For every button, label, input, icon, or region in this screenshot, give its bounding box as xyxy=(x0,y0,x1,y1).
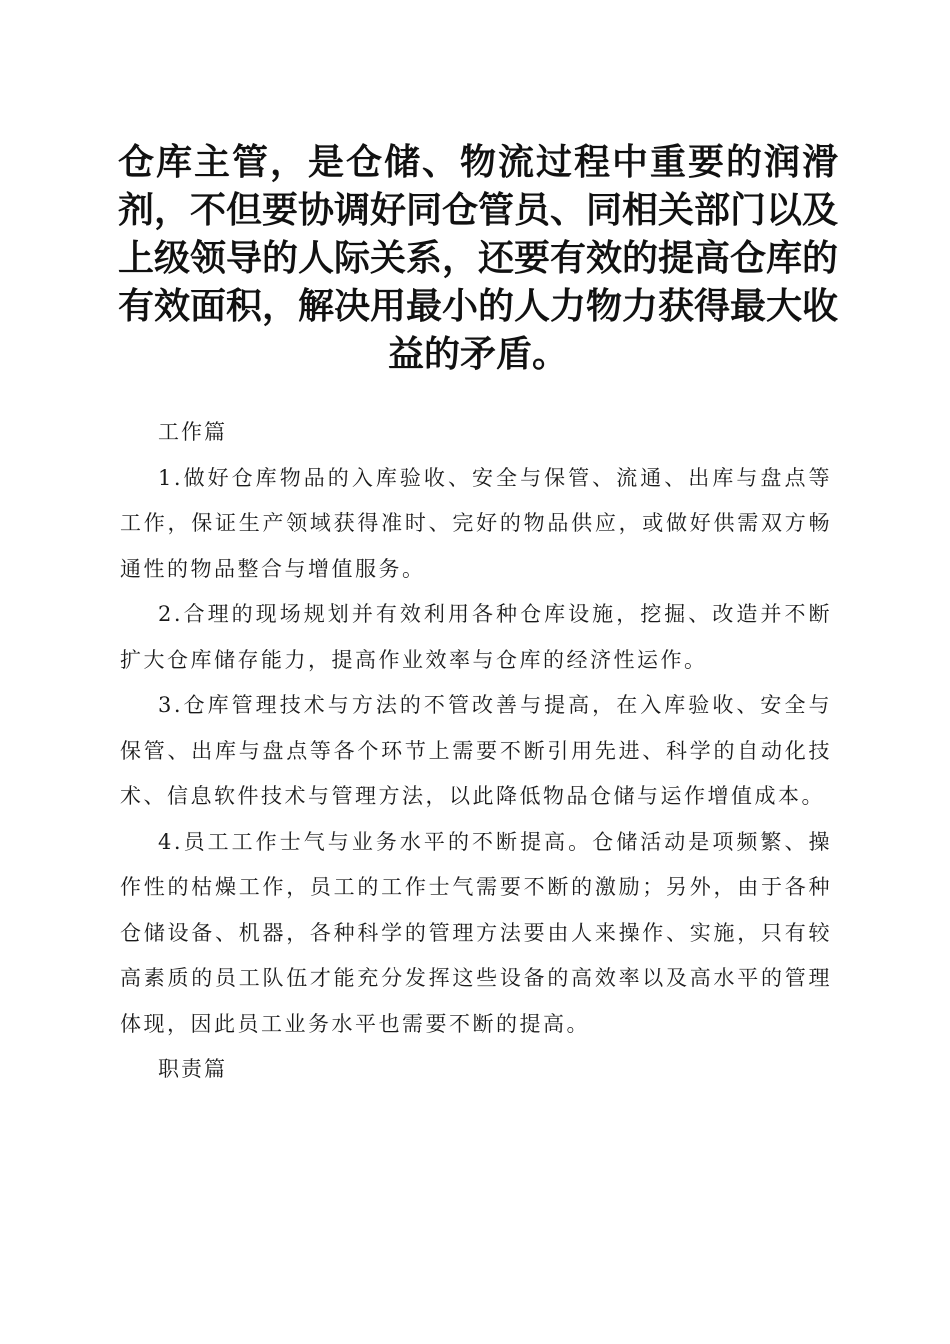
document-title: 仓库主管，是仓储、物流过程中重要的润滑剂，不但要协调好同仓管员、同相关部门以及上级领导的人际关系，还要有效的提高仓库的有效面积，解决用最小的人力物力获得最大收益的矛盾。 xyxy=(118,141,839,375)
work-paragraph-4: 4.员工工作士气与业务水平的不断提高。仓储活动是项频繁、操作性的枯燥工作，员工的工作士气需要不断的激励；另外，由于各种仓储设备、机器，各种科学的管理方法要由人来操作、实施，只有较高素质的员工队伍才能充分发挥这些设备的高效率以及高水平的管理体现，因此员工业务水平也需要不断的提高。 xyxy=(120,829,832,1036)
section-heading-duties: 职责篇 xyxy=(158,1057,227,1081)
work-paragraph-2: 2.合理的现场规划并有效利用各种仓库设施，挖掘、改造并不断扩大仓库储存能力，提高作业效率与仓库的经济性运作。 xyxy=(120,602,832,672)
document-body xyxy=(120,410,832,1093)
work-paragraph-3: 3.仓库管理技术与方法的不管改善与提高，在入库验收、安全与保管、出库与盘点等各个环节上需要不断引用先进、科学的自动化技术、信息软件技术与管理方法，以此降低物品仓储与运作增值成本。 xyxy=(120,693,832,808)
section-heading-work: 工作篇 xyxy=(158,420,227,444)
work-paragraph-1: 1.做好仓库物品的入库验收、安全与保管、流通、出库与盘点等工作，保证生产领域获得准时、完好的物品供应，或做好供需双方畅通性的物品整合与增值服务。 xyxy=(120,465,832,581)
